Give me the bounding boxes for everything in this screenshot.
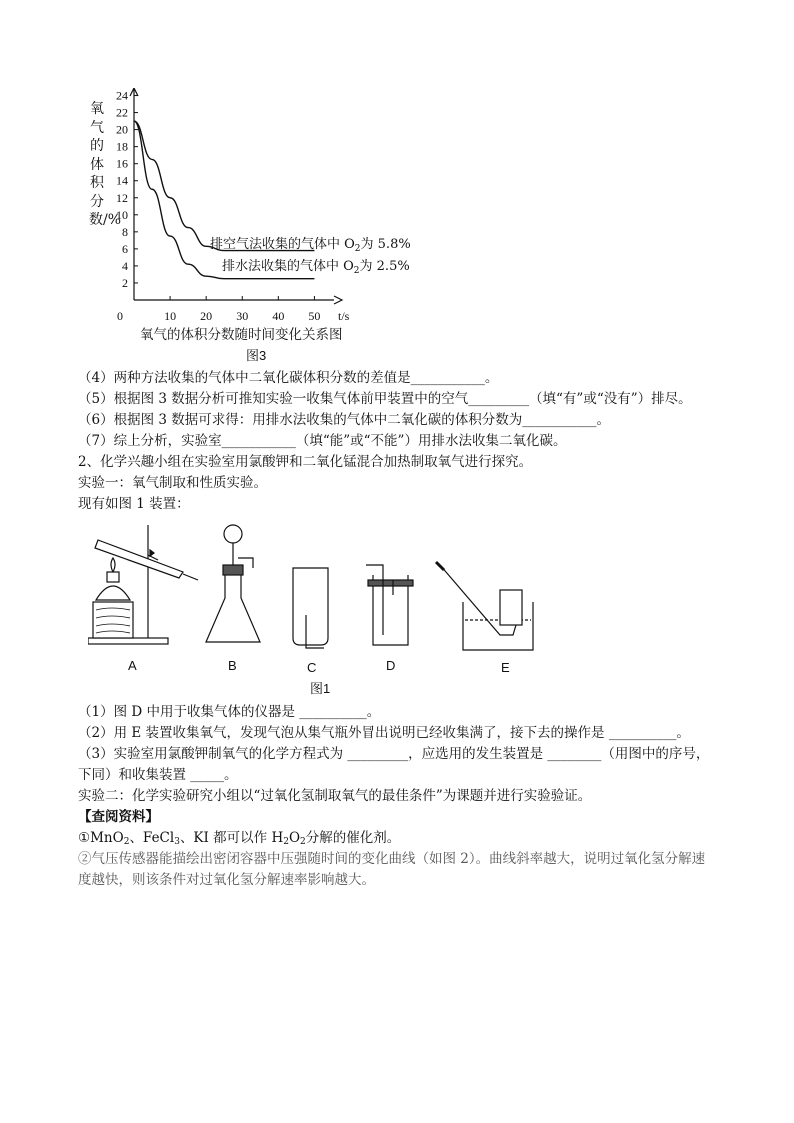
- sub-question-3-line-1: （3）实验室用氯酸钾制氧气的化学方程式为 _________，应选用的发生装置是 ________（用图中的序号，: [78, 746, 710, 762]
- x-tick-label: 20: [200, 309, 213, 323]
- y-tick-label: 22: [116, 105, 128, 120]
- chart-title: 氧气的体积分数随时间变化关系图: [140, 327, 343, 342]
- y-tick-label: 14: [116, 173, 128, 188]
- label-a: A: [128, 658, 137, 673]
- sub-question-3-line-2: 下同）和收集装置 _____。: [78, 767, 238, 783]
- figure-1-caption: 图1: [310, 681, 331, 696]
- x-axis-arrow: [334, 296, 342, 304]
- x-tick-label: 40: [272, 309, 285, 323]
- series-line-2: [134, 121, 314, 279]
- series-line-1: [134, 121, 314, 251]
- x-tick-label: 10: [164, 309, 177, 323]
- question-6: （6）根据图 3 数据可求得：用排水法收集的气体中二氧化碳的体积分数为___________。: [78, 412, 611, 428]
- x-tick-label: 0: [117, 309, 123, 323]
- annotation-1: 排空气法收集的气体中 $O_2$为 5.8%: [210, 237, 411, 254]
- question-4: （4）两种方法收集的气体中二氧化碳体积分数的差值是___________。: [78, 370, 499, 386]
- experiment-2-title: 实验二：化学实验研究小组以“过氧化氢制取氧气的最佳条件”为课题并进行实验验证。: [78, 788, 592, 804]
- y-tick-label: 12: [116, 190, 128, 205]
- sub-question-1: （1）图 D 中用于收集气体的仪器是 __________。: [78, 704, 381, 720]
- x-tick-label: 50: [308, 309, 321, 323]
- y-tick-label: 24: [116, 88, 128, 103]
- y-tick-label: 16: [116, 156, 128, 171]
- apparatus-e: [436, 562, 533, 650]
- apparatus-b: [206, 525, 260, 642]
- question-5: （5）根据图 3 数据分析可推知实验一收集气体前甲装置中的空气_________（填“有”或“没有”）排尽。: [78, 391, 692, 407]
- apparatus-a: [88, 525, 198, 644]
- y-tick-label: 4: [122, 258, 128, 273]
- apparatus-d: [366, 565, 413, 645]
- label-d: D: [386, 658, 396, 673]
- y-ticks: [116, 89, 138, 290]
- lookup-heading: 【查阅资料】: [78, 809, 159, 825]
- chart-svg: [82, 88, 442, 358]
- y-tick-label: 18: [116, 139, 128, 154]
- y-tick-label: 6: [122, 241, 128, 256]
- question-7: （7）综上分析，实验室___________（填“能”或“不能”）用排水法收集二氧化碳。: [78, 433, 567, 449]
- sub-question-2: （2）用 E 装置收集氧气，发现气泡从集气瓶外冒出说明已经收集满了，接下去的操作是 __________。: [78, 725, 690, 741]
- y-tick-label: 2: [122, 275, 128, 290]
- y-axis-label: 氧气的体积分数/%: [89, 101, 122, 228]
- figure-1-intro: 现有如图 1 装置：: [78, 496, 190, 512]
- chart-series: [134, 121, 314, 279]
- chart-annotations: [210, 236, 411, 276]
- figure-1-apparatus: [88, 520, 558, 700]
- problem-2-intro: 2、化学兴趣小组在实验室用氯酸钾和二氧化锰混合加热制取氧气进行探究。: [78, 454, 533, 470]
- figure-3-label: 图3: [246, 348, 267, 363]
- reference-2-line-2: 度越快，则该条件对过氧化氢分解速率影响越大。: [78, 872, 375, 888]
- label-e: E: [501, 660, 510, 675]
- y-tick-label: 20: [116, 122, 128, 137]
- figure-3-chart: [82, 88, 442, 358]
- y-tick-label: 10: [116, 207, 128, 222]
- x-axis-label: t/s: [338, 309, 350, 323]
- y-tick-label: 8: [122, 224, 128, 239]
- reference-2-line-1: ②气压传感器能描绘出密闭容器中压强随时间的变化曲线（如图 2）。曲线斜率越大，说明过氧化氢分解速: [78, 851, 706, 867]
- experiment-1-title: 实验一：氧气制取和性质实验。: [78, 475, 267, 491]
- apparatus-c: [293, 568, 328, 648]
- label-c: C: [307, 660, 317, 675]
- reference-1: ①MnO$_2$、FeCl$_3$、KI 都可以作 $H_2O_2$分解的催化剂。: [78, 830, 401, 847]
- annotation-2: 排水法收集的气体中 $O_2$为 2.5%: [222, 259, 410, 276]
- label-b: B: [228, 658, 237, 673]
- x-tick-label: 30: [236, 309, 249, 323]
